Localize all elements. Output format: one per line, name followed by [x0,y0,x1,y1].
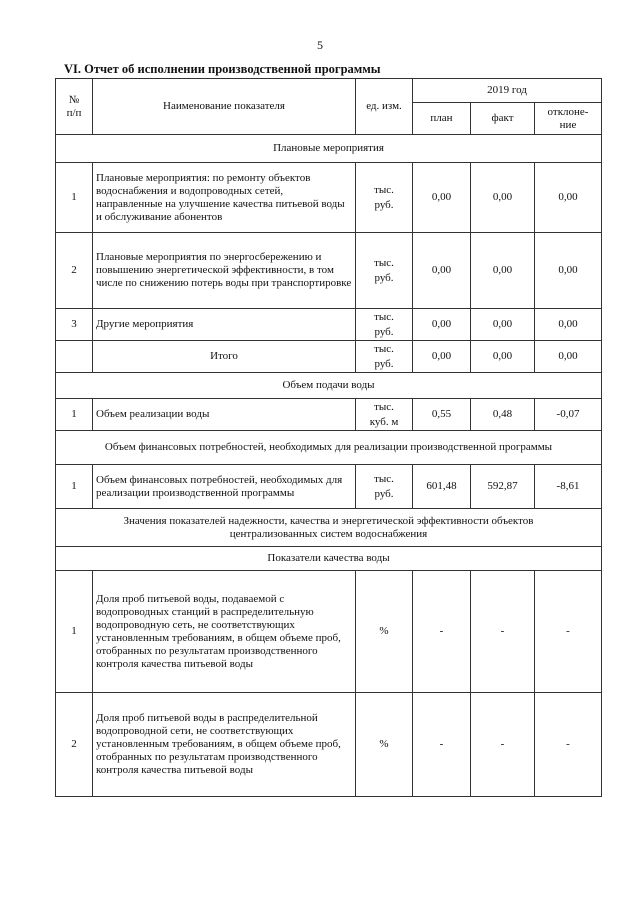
header-row-top [56,79,602,103]
row-unit: тыс. руб. [356,309,413,341]
row-fact: 0,00 [471,163,535,233]
section-row-volume [56,373,602,399]
row-name: Объем реализации воды [93,399,356,431]
row-unit: тыс. руб. [356,163,413,233]
header-plan: план [413,103,471,135]
row-name: Объем финансовых потребностей, необходимых для реализации производственной программы [93,465,356,509]
section-quality: Показатели качества воды [56,547,602,571]
row-name: Плановые мероприятия: по ремонту объектов водоснабжения и водопроводных сетей, направленные на улучшение качества питьевой воды и обслуживание абонентов [93,163,356,233]
section-row-reliability [56,509,602,547]
row-name: Итого [93,341,356,373]
section-row-quality [56,547,602,571]
row-num: 1 [56,163,93,233]
row-deviation: - [535,571,602,693]
row-deviation: 0,00 [535,163,602,233]
row-deviation: 0,00 [535,233,602,309]
row-fact: 0,00 [471,341,535,373]
row-deviation: -8,61 [535,465,602,509]
row-name: Доля проб питьевой воды в распределительной водопроводной сети, не соответствующих установленным требованиям, в общем объеме проб, отобранных по результатам производственного контроля качества питьевой воды [93,693,356,797]
row-deviation: -0,07 [535,399,602,431]
row-unit: тыс. руб. [356,233,413,309]
row-unit: % [356,693,413,797]
row-unit: тыс. руб. [356,341,413,373]
row-plan: 0,55 [413,399,471,431]
row-name: Плановые мероприятия по энергосбережению и повышению энергетической эффективности, в том числе по снижению потерь воды при транспортировке [93,233,356,309]
table-row [56,571,602,693]
header-year: 2019 год [413,79,602,103]
table-row [56,309,602,341]
row-plan: - [413,693,471,797]
row-num: 1 [56,399,93,431]
header-unit: ед. изм. [356,79,413,135]
row-plan: 0,00 [413,341,471,373]
row-plan: 601,48 [413,465,471,509]
row-plan: - [413,571,471,693]
row-num: 2 [56,693,93,797]
header-name: Наименование показателя [93,79,356,135]
section-reliability: Значения показателей надежности, качества и энергетической эффективности объектов централизованных систем водоснабжения [56,509,602,547]
table-row [56,465,602,509]
section-planned: Плановые мероприятия [56,135,602,163]
section-title: VI. Отчет об исполнении производственной программы [64,62,381,76]
section-row-finance [56,431,602,465]
row-plan: 0,00 [413,233,471,309]
section-finance: Объем финансовых потребностей, необходимых для реализации производственной программы [56,431,602,465]
row-fact: 0,00 [471,309,535,341]
row-fact: 592,87 [471,465,535,509]
row-num: 3 [56,309,93,341]
row-deviation: 0,00 [535,341,602,373]
table-row [56,163,602,233]
row-num: 1 [56,465,93,509]
table-row [56,693,602,797]
row-plan: 0,00 [413,309,471,341]
section-volume: Объем подачи воды [56,373,602,399]
table-row [56,233,602,309]
row-fact: 0,48 [471,399,535,431]
row-name: Другие мероприятия [93,309,356,341]
total-row [56,341,602,373]
row-num: 2 [56,233,93,309]
header-deviation: отклоне- ние [535,103,602,135]
row-fact: - [471,571,535,693]
page-number: 5 [317,38,323,52]
row-deviation: - [535,693,602,797]
row-plan: 0,00 [413,163,471,233]
production-program-table [55,78,602,797]
row-num [56,341,93,373]
row-num: 1 [56,571,93,693]
section-row-planned [56,135,602,163]
row-fact: 0,00 [471,233,535,309]
row-unit: тыс. руб. [356,465,413,509]
header-fact: факт [471,103,535,135]
row-fact: - [471,693,535,797]
row-unit: % [356,571,413,693]
row-unit: тыс. куб. м [356,399,413,431]
row-deviation: 0,00 [535,309,602,341]
header-num: № п/п [56,79,93,135]
row-name: Доля проб питьевой воды, подаваемой с водопроводных станций в распределительную водопроводную сеть, не соответствующих установленным требованиям, в общем объеме проб, отобранных по результатам производственного контроля качества питьевой воды [93,571,356,693]
table-row [56,399,602,431]
